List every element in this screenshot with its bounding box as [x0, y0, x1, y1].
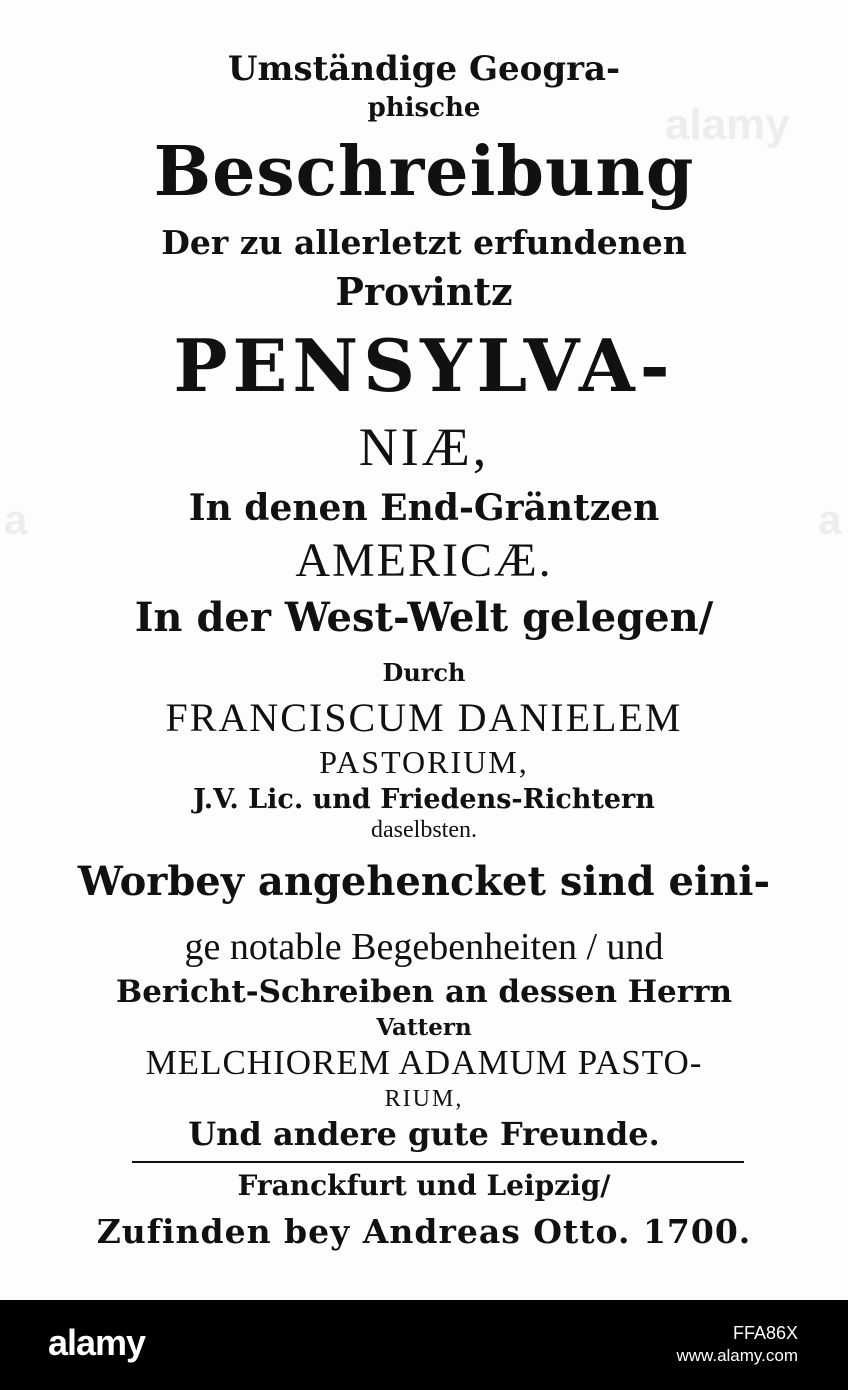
- title-line-22: Und andere gute Freunde.: [188, 1115, 660, 1153]
- footer-bar: [0, 1300, 848, 1390]
- image-id: FFA86X: [732, 1323, 798, 1343]
- alamy-logo[interactable]: alamy: [48, 1322, 146, 1363]
- title-line-15: daselbsten.: [371, 817, 477, 843]
- title-line-3: Beschreibung: [153, 132, 695, 212]
- title-line-13: PASTORIUM,: [319, 744, 529, 780]
- title-line-21: RIUM,: [384, 1086, 464, 1112]
- title-line-7: NIÆ,: [358, 417, 490, 477]
- title-line-6: PENSYLVA-: [173, 323, 675, 408]
- title-line-19: Vattern: [376, 1014, 472, 1041]
- watermark-left: a: [4, 496, 28, 543]
- imprint-divider: [132, 1161, 744, 1163]
- title-line-8: In denen End-Gräntzen: [188, 487, 660, 529]
- title-line-4: Der zu allerletzt erfundenen: [161, 223, 687, 262]
- title-line-10: In der West-Welt gelegen/: [134, 594, 714, 641]
- image-id-block: [676, 1322, 798, 1368]
- title-line-16: Worbey angehencket sind eini-: [77, 858, 771, 905]
- imprint-line-1: Franckfurt und Leipzig/: [237, 1169, 611, 1202]
- watermark-top: alamy: [665, 100, 790, 149]
- title-line-12: FRANCISCUM DANIELEM: [165, 695, 683, 740]
- title-line-2: phische: [367, 93, 481, 123]
- title-line-1: Umständige Geogra-: [227, 49, 621, 89]
- title-line-11: Durch: [382, 658, 466, 687]
- title-line-14: J.V. Lic. und Friedens-Richtern: [193, 784, 655, 815]
- title-line-9: AMERICÆ.: [295, 534, 553, 587]
- watermark-right: a: [818, 496, 842, 543]
- imprint-line-2: Zufinden bey Andreas Otto. 1700.: [96, 1212, 752, 1251]
- title-line-18: Bericht-Schreiben an dessen Herrn: [116, 974, 732, 1010]
- title-line-17: ge notable Begebenheiten / und: [184, 926, 664, 968]
- title-line-20: MELCHIOREM ADAMUM PASTO-: [145, 1043, 703, 1082]
- alamy-url[interactable]: www.alamy.com: [676, 1346, 798, 1365]
- title-line-5: Provintz: [335, 269, 513, 314]
